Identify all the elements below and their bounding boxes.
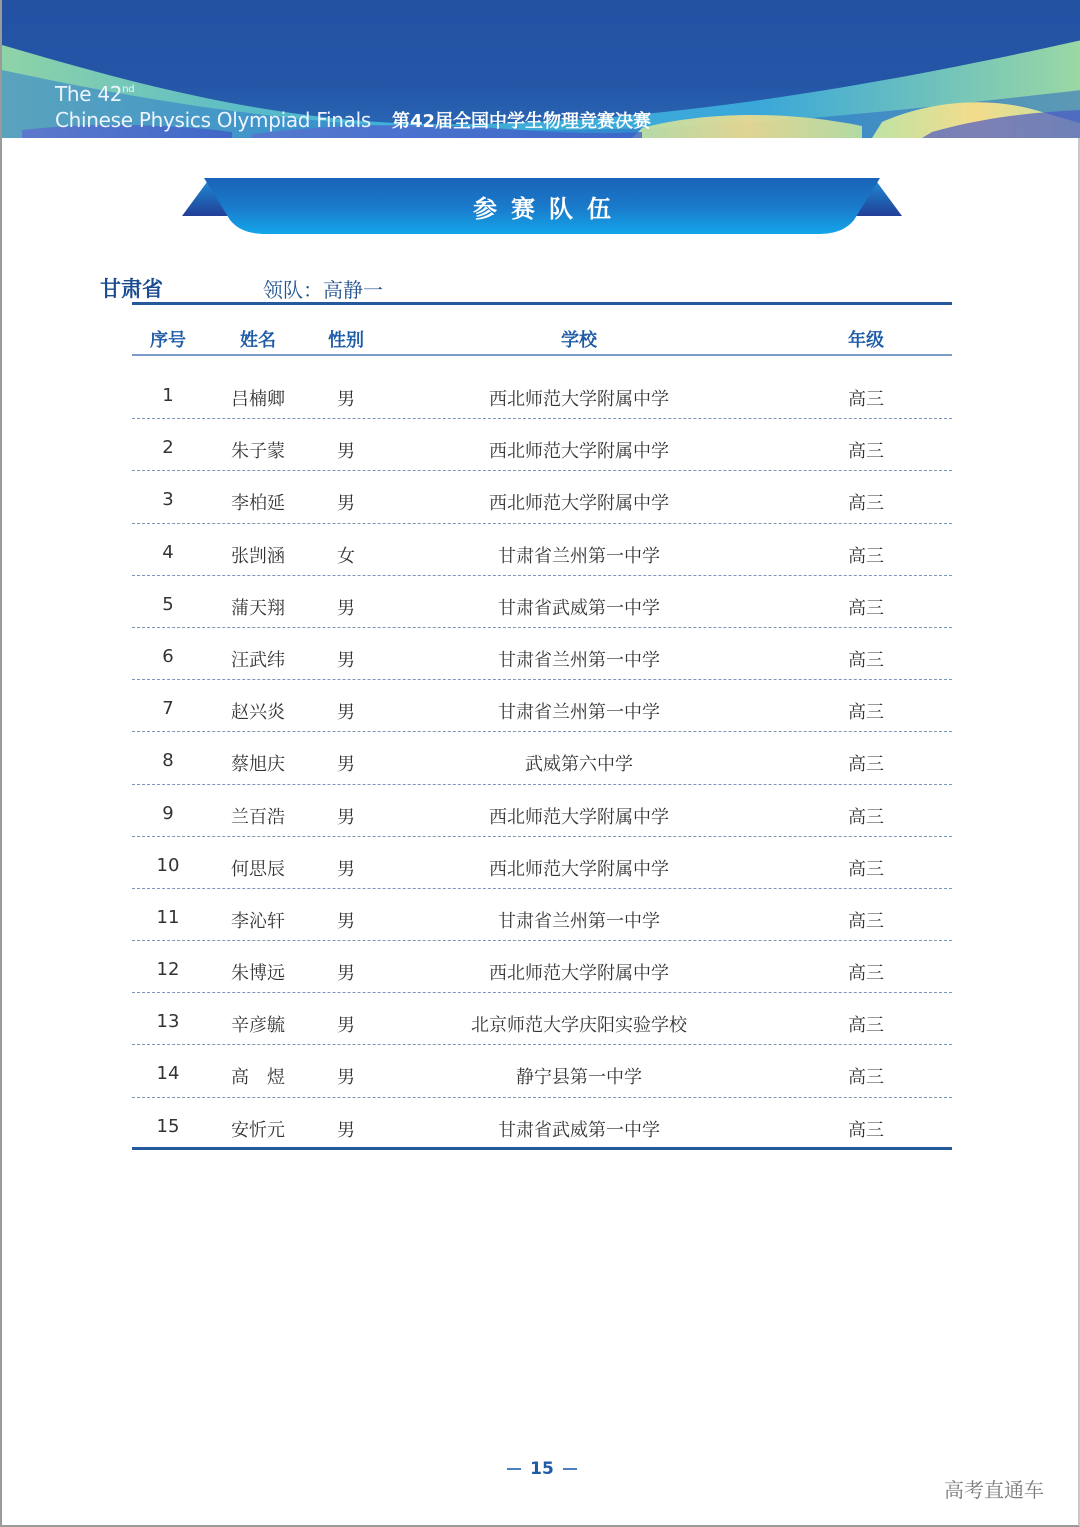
cell-school: 西北师范大学附属中学 [489, 441, 669, 463]
table-row [132, 837, 952, 889]
cell-school: 西北师范大学附属中学 [489, 493, 669, 515]
cell-school: 静宁县第一中学 [516, 1067, 642, 1089]
cell-name: 朱博远 [231, 963, 285, 985]
cell-no: 3 [162, 489, 174, 511]
cell-grade: 高三 [848, 493, 884, 515]
cell-no: 9 [162, 802, 174, 824]
cell-name: 蔡旭庆 [231, 754, 285, 776]
column-header-sex: 性别 [328, 330, 364, 351]
cell-sex: 男 [337, 1119, 355, 1141]
team-roster-table [132, 312, 952, 1150]
cell-grade: 高三 [848, 441, 884, 463]
table-row [132, 941, 952, 993]
cell-sex: 男 [337, 963, 355, 985]
cell-grade: 高三 [848, 754, 884, 776]
cell-sex: 男 [337, 597, 355, 619]
cell-name: 赵兴炎 [231, 702, 285, 724]
leader-name: 高静一 [323, 278, 383, 302]
cell-sex: 男 [337, 702, 355, 724]
cell-sex: 女 [337, 545, 355, 567]
header-banner [2, 0, 1080, 138]
cell-school: 北京师范大学庆阳实验学校 [471, 1015, 687, 1037]
province-name: 甘肃省 [100, 277, 163, 301]
cell-grade: 高三 [848, 1119, 884, 1141]
banner-title-en-line1: The 42 [55, 82, 123, 106]
banner-title-chinese: 第42届全国中学生物理竞赛决赛 [392, 111, 652, 132]
page-number-value: 15 [530, 1459, 554, 1479]
cell-grade: 高三 [848, 649, 884, 671]
cell-no: 8 [162, 750, 174, 772]
cell-name: 高 煜 [231, 1067, 285, 1089]
cell-grade: 高三 [848, 963, 884, 985]
table-row [132, 1045, 952, 1097]
leader-label: 领队： [263, 278, 323, 302]
cell-no: 11 [156, 906, 180, 928]
cell-name: 兰百浩 [231, 806, 285, 828]
banner-title-english [55, 78, 371, 132]
cell-grade: 高三 [848, 702, 884, 724]
cell-name: 安忻元 [231, 1119, 285, 1141]
cell-no: 14 [156, 1063, 180, 1085]
cell-grade: 高三 [848, 597, 884, 619]
table-row [132, 628, 952, 680]
cell-sex: 男 [337, 754, 355, 776]
column-header-name: 姓名 [240, 330, 276, 351]
cell-sex: 男 [337, 910, 355, 932]
cell-sex: 男 [337, 806, 355, 828]
cell-no: 10 [156, 854, 180, 876]
table-row [132, 993, 952, 1045]
cell-grade: 高三 [848, 545, 884, 567]
cell-school: 甘肃省武威第一中学 [498, 1119, 660, 1141]
cell-school: 武威第六中学 [525, 754, 633, 776]
cell-no: 15 [156, 1115, 180, 1137]
cell-no: 12 [156, 959, 180, 981]
banner-title-ordinal: nd [122, 84, 135, 95]
cell-sex: 男 [337, 1067, 355, 1089]
cell-no: 2 [162, 437, 174, 459]
table-row [132, 471, 952, 523]
cell-no: 1 [162, 385, 174, 406]
dash-right-icon [563, 1468, 577, 1470]
column-header-grade: 年级 [848, 330, 884, 351]
cell-grade: 高三 [848, 389, 884, 410]
table-row [132, 419, 952, 471]
cell-name: 何思辰 [231, 858, 285, 880]
cell-name: 朱子蒙 [231, 441, 285, 463]
cell-no: 13 [156, 1011, 180, 1033]
table-row [132, 1098, 952, 1150]
table-row [132, 680, 952, 732]
table-row [132, 576, 952, 628]
cell-grade: 高三 [848, 910, 884, 932]
cell-sex: 男 [337, 858, 355, 880]
watermark-text: 高考直通车 [944, 1478, 1044, 1502]
table-row [132, 524, 952, 576]
table-row [132, 889, 952, 941]
cell-no: 5 [162, 593, 174, 615]
cell-no: 4 [162, 541, 174, 563]
cell-sex: 男 [337, 1015, 355, 1037]
cell-school: 西北师范大学附属中学 [489, 389, 669, 410]
section-title: 参赛队伍 [473, 195, 625, 223]
cell-no: 7 [162, 698, 174, 720]
cell-name: 蒲天翔 [231, 597, 285, 619]
table-row [132, 367, 952, 419]
table-row [132, 785, 952, 837]
column-header-school: 学校 [561, 330, 597, 351]
cell-grade: 高三 [848, 858, 884, 880]
cell-name: 汪武纬 [231, 649, 285, 671]
page-number [2, 1459, 1080, 1479]
column-header-no: 序号 [150, 330, 186, 351]
cell-sex: 男 [337, 493, 355, 515]
dash-left-icon [507, 1468, 521, 1470]
cell-name: 辛彦毓 [231, 1015, 285, 1037]
banner-title-en-line2: Chinese Physics Olympiad Finals [55, 108, 371, 132]
cell-school: 甘肃省兰州第一中学 [498, 649, 660, 671]
cell-grade: 高三 [848, 1067, 884, 1089]
cell-sex: 男 [337, 389, 355, 410]
cell-name: 吕楠卿 [231, 389, 285, 410]
cell-school: 西北师范大学附属中学 [489, 963, 669, 985]
cell-name: 李柏延 [231, 493, 285, 515]
cell-sex: 男 [337, 649, 355, 671]
cell-sex: 男 [337, 441, 355, 463]
cell-name: 张剀涵 [231, 545, 285, 567]
cell-school: 甘肃省兰州第一中学 [498, 910, 660, 932]
cell-grade: 高三 [848, 1015, 884, 1037]
cell-no: 6 [162, 645, 174, 667]
cell-grade: 高三 [848, 806, 884, 828]
header-divider [132, 302, 952, 305]
cell-name: 李沁轩 [231, 910, 285, 932]
cell-school: 甘肃省兰州第一中学 [498, 702, 660, 724]
table-body [132, 367, 952, 1150]
table-header [132, 312, 952, 356]
cell-school: 西北师范大学附属中学 [489, 806, 669, 828]
cell-school: 甘肃省武威第一中学 [498, 597, 660, 619]
table-row [132, 732, 952, 784]
cell-school: 西北师范大学附属中学 [489, 858, 669, 880]
team-leader [263, 274, 383, 303]
cell-school: 甘肃省兰州第一中学 [498, 545, 660, 567]
